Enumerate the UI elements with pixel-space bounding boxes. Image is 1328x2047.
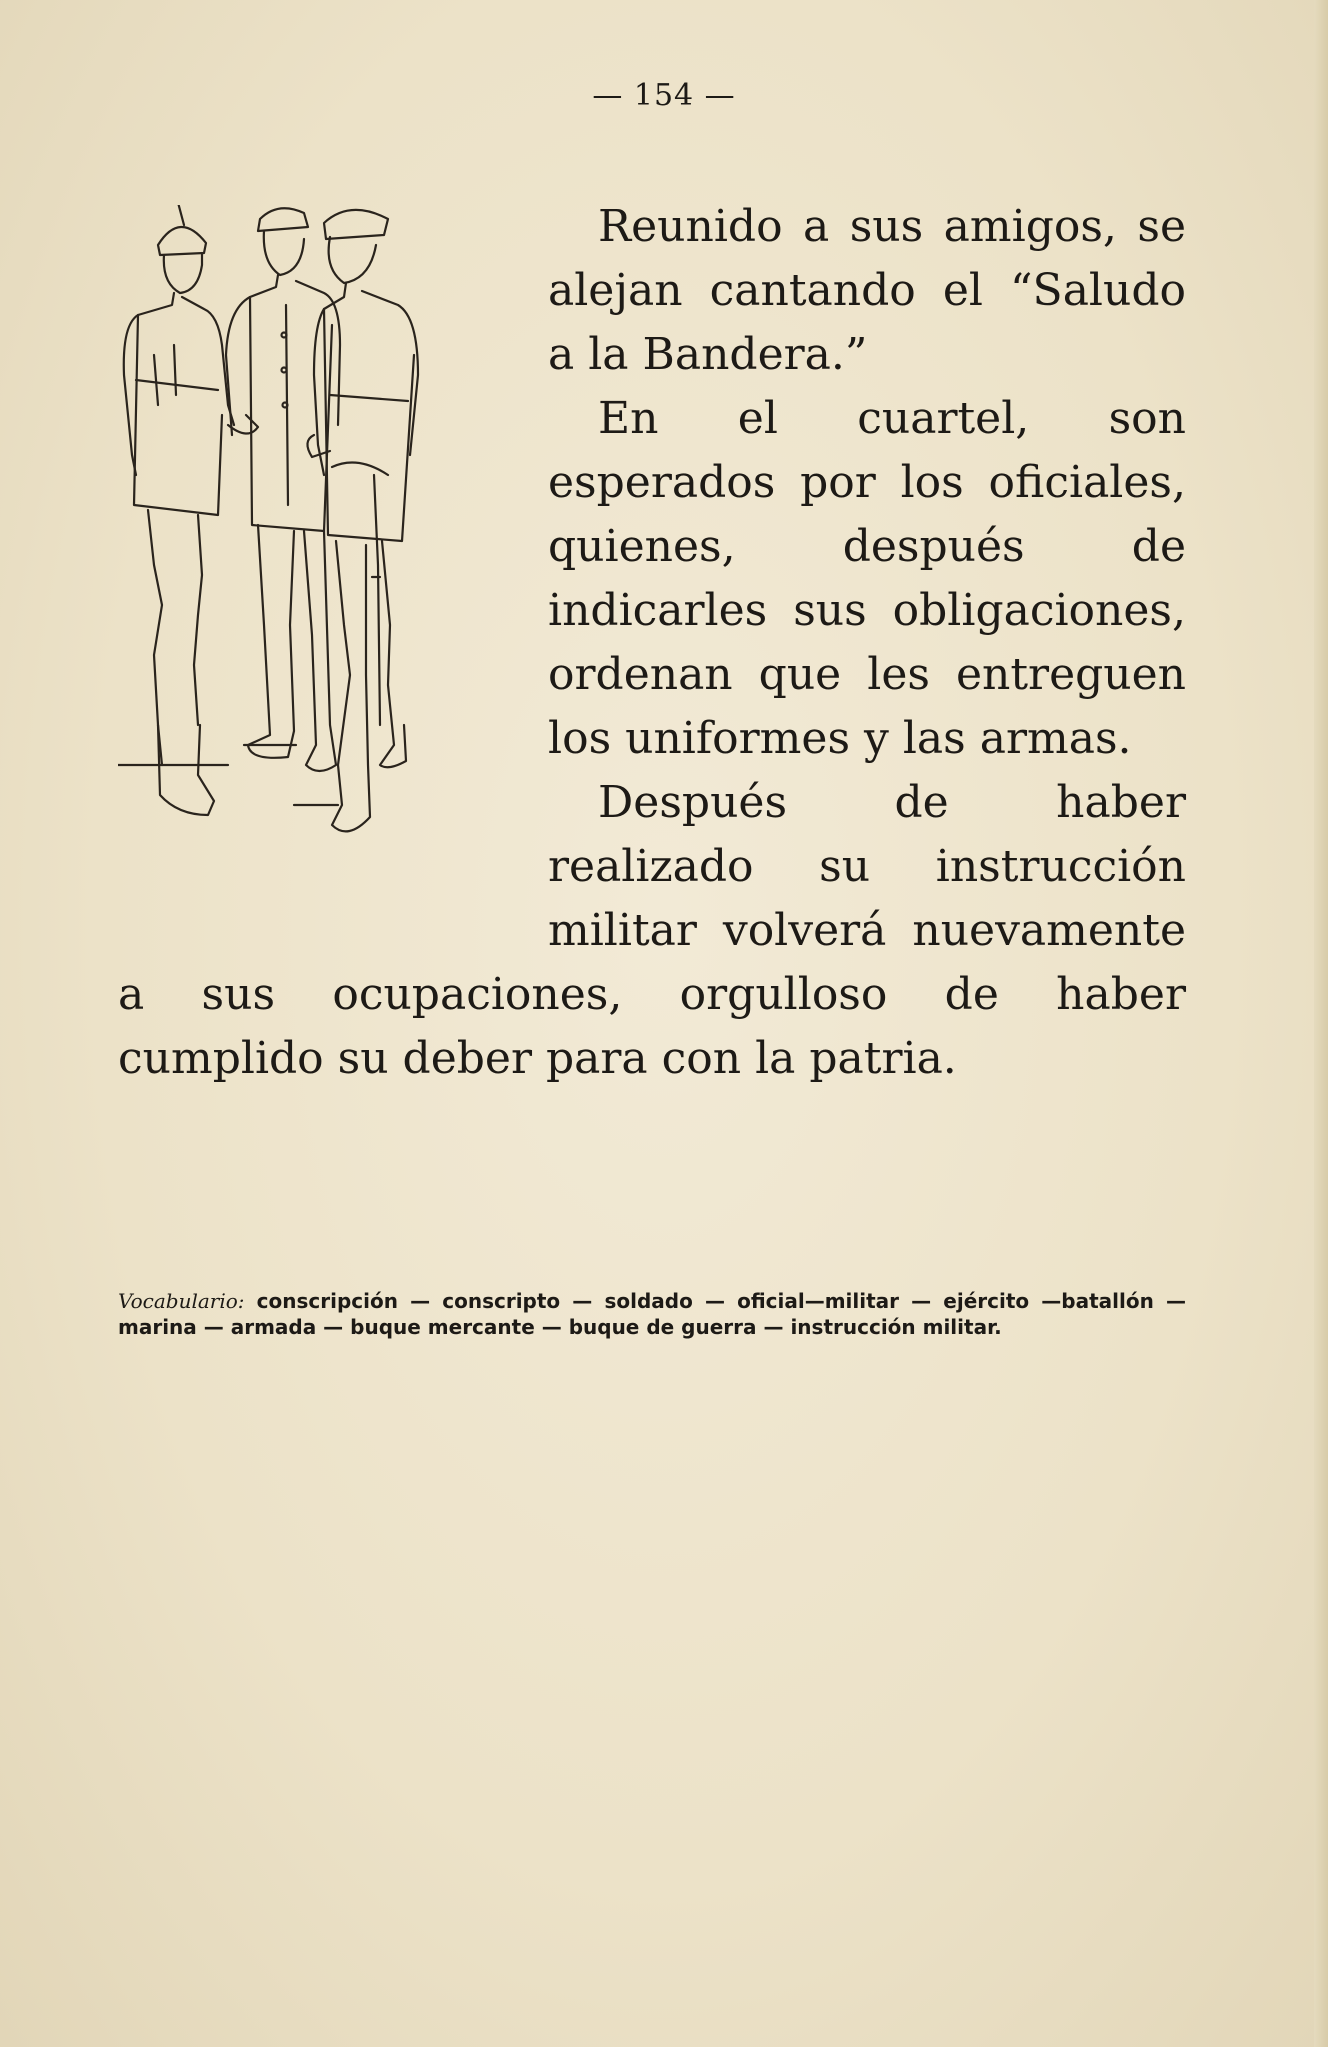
vocabulary-text: conscripción — conscripto — soldado — oficial—militar — ejército —batallón — marina — armada — buque mercante — buque de guerra — instrucción militar. — [118, 1289, 1186, 1339]
page-number: — 154 — — [592, 78, 736, 113]
vocabulary-note — [118, 1288, 1186, 1340]
body-text — [118, 195, 1186, 1091]
page-edge — [1314, 0, 1328, 2047]
illustration-space — [118, 195, 548, 943]
paragraph-3: Después de haber realizado su instrucción militar volverá nuevamente a sus ocupaciones, orgulloso de haber cumplido su deber para con la patria. — [118, 777, 1186, 1084]
paragraph-2: En el cuartel, son esperados por los oficiales, quienes, después de indicarles sus obligaciones, ordenan que les entreguen los uniformes y las armas. — [548, 393, 1186, 764]
paragraph-1: Reunido a sus amigos, se alejan cantando el “Saludo a la Bandera.” — [548, 201, 1186, 380]
vocabulary-label: Vocabulario: — [118, 1289, 245, 1313]
